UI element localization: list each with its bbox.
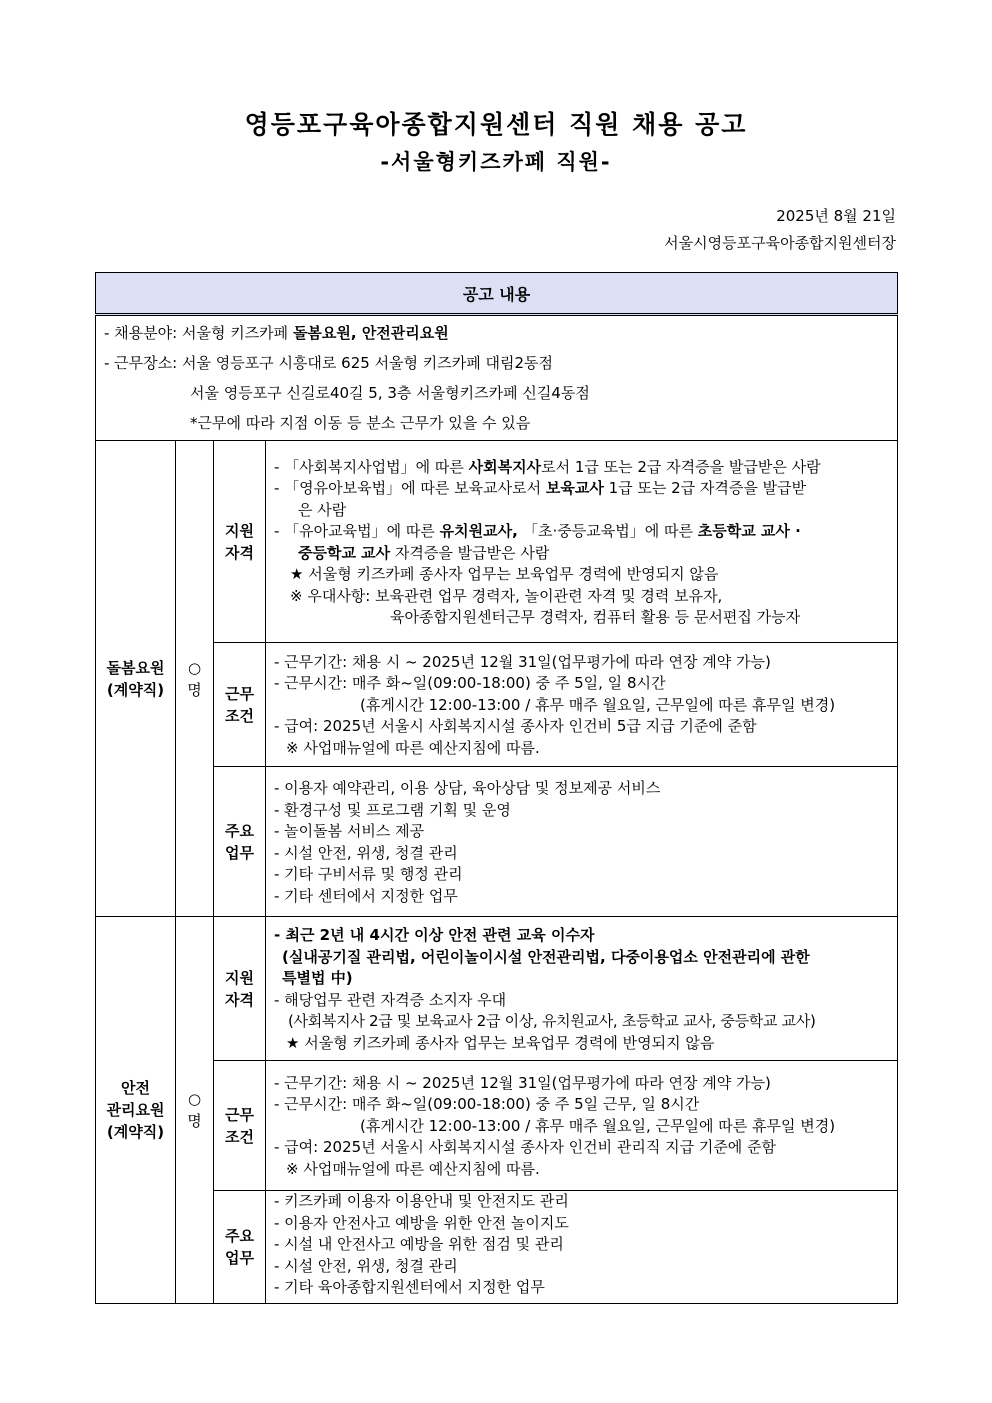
label-duties: 주요 업무 <box>214 1191 266 1304</box>
table-header: 공고 내용 <box>96 273 898 315</box>
label-qualification: 지원 자격 <box>214 917 266 1061</box>
role-safety-manager: 안전 관리요원 (계약직) <box>96 917 176 1304</box>
list-item: - 기타 육아종합지원센터에서 지정한 업무 <box>274 1278 545 1296</box>
label-duties: 주요 업무 <box>214 767 266 917</box>
issuer: 서울시영등포구육아종합지원센터장 <box>664 234 896 252</box>
recruit-field: - 채용분야: 서울형 키즈카페 돌봄요원, 안전관리요원 <box>104 324 449 342</box>
list-item: - 이용자 안전사고 예방을 위한 안전 놀이지도 <box>274 1213 569 1232</box>
safety-conditions: - 근무기간: 채용 시 ~ 2025년 12월 31일(업무평가에 따라 연장 계약 가능) - 근무시간: 매주 화~일(09:00-18:00) 중 주 5일 근무, 일 8시간 (휴게시간 12:00-13:00 / 휴무 매주 월요일, 근무일에 따른 휴무일 변경) - 급여: 2025년 서울시 사회복지시설 종사자 인건비 관리직 지급 기준에 준함 ※ 사업매뉴얼에 따른 예산지침에 따름. <box>266 1061 898 1191</box>
label-conditions: 근무 조건 <box>214 1061 266 1191</box>
work-location-2: 서울 영등포구 신길로40길 5, 3층 서울형키즈카페 신길4동점 <box>190 384 590 402</box>
safety-duties <box>266 1191 898 1304</box>
label-conditions: 근무 조건 <box>214 643 266 767</box>
label-qualification: 지원 자격 <box>214 441 266 643</box>
headcount-safety-manager: ○ 명 <box>176 917 214 1304</box>
list-item: - 시설 내 안전사고 예방을 위한 점검 및 관리 <box>274 1235 564 1253</box>
list-item: - 키즈카페 이용자 이용안내 및 안전지도 관리 <box>274 1192 569 1210</box>
role-caregiver: 돌봄요원 (계약직) <box>96 441 176 917</box>
safety-qualifications: - 최근 2년 내 4시간 이상 안전 관련 교육 이수자 (실내공기질 관리법, 어린이놀이시설 안전관리법, 다중이용업소 안전관리에 관한 특별법 中) - 해당업무 관련 자격증 소지자 우대 (사회복지사 2급 및 보육교사 2급 이상, 유치원교사, 초등학교 교사, 중등학교 교사) ★ 서울형 키즈카페 종사자 업무는 보육업무 경력에 반영되지 않음 <box>266 917 898 1061</box>
work-location-note: *근무에 따라 지점 이동 등 분소 근무가 있을 수 있음 <box>190 414 531 432</box>
caregiver-qualifications: - 「사회복지사업법」에 따른 사회복지사로서 1급 또는 2급 자격증을 발급받은 사람 - 「영유아보육법」에 따른 보육교사로서 보육교사 1급 또는 2급 자격증을 발급받 은 사람 - 「유아교육법」에 따른 유치원교사, 「초·중등교육법」에 따른 초등학교 교사 · 중등학교 교사 자격증을 발급받은 사람 ★ 서울형 키즈카페 종사자 업무는 보육업무 경력에 반영되지 않음 ※ 우대사항: 보육관련 업무 경력자, 놀이관련 자격 및 경력 보유자, 육아종합지원센터근무 경력자, 컴퓨터 활용 등 문서편집 가능자 <box>266 441 898 643</box>
caregiver-duties <box>266 767 898 917</box>
work-location-1: - 근무장소: 서울 영등포구 시흥대로 625 서울형 키즈카페 대림2동점 <box>104 354 554 372</box>
list-item: - 기타 센터에서 지정한 업무 <box>274 886 458 905</box>
posting-table <box>95 272 898 1304</box>
list-item: - 놀이돌봄 서비스 제공 <box>274 822 425 840</box>
list-item: - 시설 안전, 위생, 청결 관리 <box>274 843 458 862</box>
headcount-caregiver: ○ 명 <box>176 441 214 917</box>
list-item: - 환경구성 및 프로그램 기획 및 운영 <box>274 800 511 819</box>
list-item: - 이용자 예약관리, 이용 상담, 육아상담 및 정보제공 서비스 <box>274 779 661 797</box>
overview-section <box>96 315 898 441</box>
caregiver-conditions: - 근무기간: 채용 시 ~ 2025년 12월 31일(업무평가에 따라 연장 계약 가능) - 근무시간: 매주 화~일(09:00-18:00) 중 주 5일, 일 8시간 (휴게시간 12:00-13:00 / 휴무 매주 월요일, 근무일에 따른 휴무일 변경) - 급여: 2025년 서울시 사회복지시설 종사자 인건비 5급 지급 기준에 준함 ※ 사업매뉴얼에 따른 예산지침에 따름. <box>266 643 898 767</box>
list-item: - 기타 구비서류 및 행정 관리 <box>274 865 463 883</box>
list-item: - 시설 안전, 위생, 청결 관리 <box>274 1256 458 1275</box>
page-subtitle: -서울형키즈카페 직원- <box>380 150 612 174</box>
page-title: 영등포구육아종합지원센터 직원 채용 공고 <box>244 110 748 139</box>
posting-date: 2025년 8월 21일 <box>776 207 896 225</box>
